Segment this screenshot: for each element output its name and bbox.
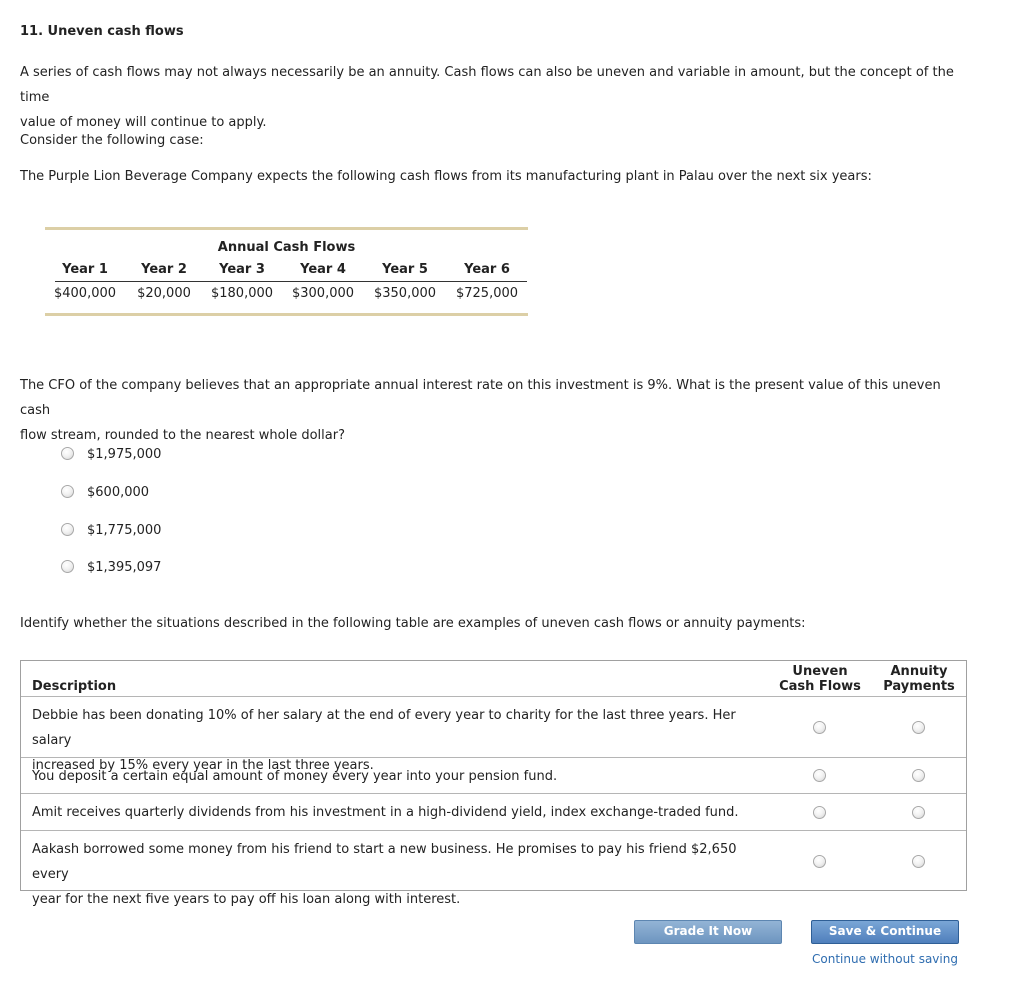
- row-1-line-1: Debbie has been donating 10% of her salary at the end of every year to charity for the last three years. Her salary: [32, 708, 736, 748]
- cfo-line-2: flow stream, rounded to the nearest whole dollar?: [20, 428, 345, 443]
- intro-paragraph: [20, 60, 970, 135]
- row-4-annuity-radio[interactable]: [912, 855, 925, 868]
- col-header-description: Description: [32, 679, 117, 694]
- option-1-radio[interactable]: [61, 447, 74, 460]
- cf-header-year-4: Year 4: [300, 262, 346, 277]
- option-4-radio[interactable]: [61, 560, 74, 573]
- consider-text: Consider the following case:: [20, 133, 204, 148]
- option-2-label[interactable]: $600,000: [87, 485, 150, 500]
- cf-value-year-3: $180,000: [210, 286, 274, 301]
- row-1-line-2: increased by 15% every year in the last three years.: [32, 758, 374, 773]
- question-title: 11. Uneven cash flows: [20, 24, 184, 39]
- row-3-uneven-radio[interactable]: [813, 806, 826, 819]
- col-header-annuity-line-2: Payments: [883, 679, 955, 694]
- intro-line-2: value of money will continue to apply.: [20, 115, 267, 130]
- row-3-annuity-radio[interactable]: [912, 806, 925, 819]
- col-header-uneven: [773, 664, 867, 694]
- cf-value-year-6: $725,000: [455, 286, 519, 301]
- col-header-annuity-line-1: Annuity: [890, 664, 948, 679]
- cash-flow-table-caption: Annual Cash Flows: [217, 240, 356, 255]
- row-2-uneven-radio[interactable]: [813, 769, 826, 782]
- option-2-radio[interactable]: [61, 485, 74, 498]
- cf-value-year-1: $400,000: [53, 286, 117, 301]
- classification-table: [20, 660, 967, 907]
- cf-header-year-3: Year 3: [219, 262, 265, 277]
- cf-value-year-5: $350,000: [373, 286, 437, 301]
- row-divider: [21, 793, 966, 794]
- row-divider: [21, 696, 966, 697]
- grade-it-now-button[interactable]: Grade It Now: [634, 920, 782, 944]
- cf-header-year-1: Year 1: [62, 262, 108, 277]
- cfo-line-1: The CFO of the company believes that an appropriate annual interest rate on this investment is 9%. What is the present value of this uneven cash: [20, 378, 941, 418]
- row-2-annuity-radio[interactable]: [912, 769, 925, 782]
- cf-header-year-6: Year 6: [464, 262, 510, 277]
- cf-header-year-2: Year 2: [141, 262, 187, 277]
- cfo-question: [20, 373, 970, 448]
- identify-instructions: Identify whether the situations described in the following table are examples of uneven cash flows or annuity payments:: [20, 616, 806, 631]
- table-bottom-border: [45, 313, 528, 316]
- cf-value-year-4: $300,000: [291, 286, 355, 301]
- save-and-continue-button[interactable]: Save & Continue: [811, 920, 959, 944]
- row-4-line-2: year for the next five years to pay off his loan along with interest.: [32, 892, 461, 907]
- intro-line-1: A series of cash flows may not always necessarily be an annuity. Cash flows can also be uneven and variable in amount, but the concept of the time: [20, 65, 954, 105]
- cf-value-year-2: $20,000: [137, 286, 191, 301]
- case-text: The Purple Lion Beverage Company expects the following cash flows from its manufacturing plant in Palau over the next six years:: [20, 169, 872, 184]
- row-4-line-1: Aakash borrowed some money from his friend to start a new business. He promises to pay his friend $2,650 every: [32, 842, 737, 882]
- table-row-4-description: [32, 837, 772, 912]
- col-header-annuity: [872, 664, 966, 694]
- row-4-uneven-radio[interactable]: [813, 855, 826, 868]
- row-2-line-1: You deposit a certain equal amount of money every year into your pension fund.: [32, 769, 558, 784]
- table-header-rule: [55, 281, 527, 282]
- option-4-label[interactable]: $1,395,097: [87, 560, 162, 575]
- continue-without-saving-link[interactable]: Continue without saving: [812, 952, 958, 966]
- cf-header-year-5: Year 5: [382, 262, 428, 277]
- col-header-uneven-line-2: Cash Flows: [779, 679, 861, 694]
- option-3-label[interactable]: $1,775,000: [87, 523, 162, 538]
- table-row-3-description: [32, 800, 772, 825]
- row-1-annuity-radio[interactable]: [912, 721, 925, 734]
- table-top-border: [45, 227, 528, 230]
- row-1-uneven-radio[interactable]: [813, 721, 826, 734]
- row-3-line-1: Amit receives quarterly dividends from his investment in a high-dividend yield, index exchange-traded fund.: [32, 805, 739, 820]
- col-header-uneven-line-1: Uneven: [792, 664, 848, 679]
- table-row-2-description: [32, 764, 772, 789]
- option-1-label[interactable]: $1,975,000: [87, 447, 162, 462]
- row-divider: [21, 757, 966, 758]
- option-3-radio[interactable]: [61, 523, 74, 536]
- row-divider: [21, 830, 966, 831]
